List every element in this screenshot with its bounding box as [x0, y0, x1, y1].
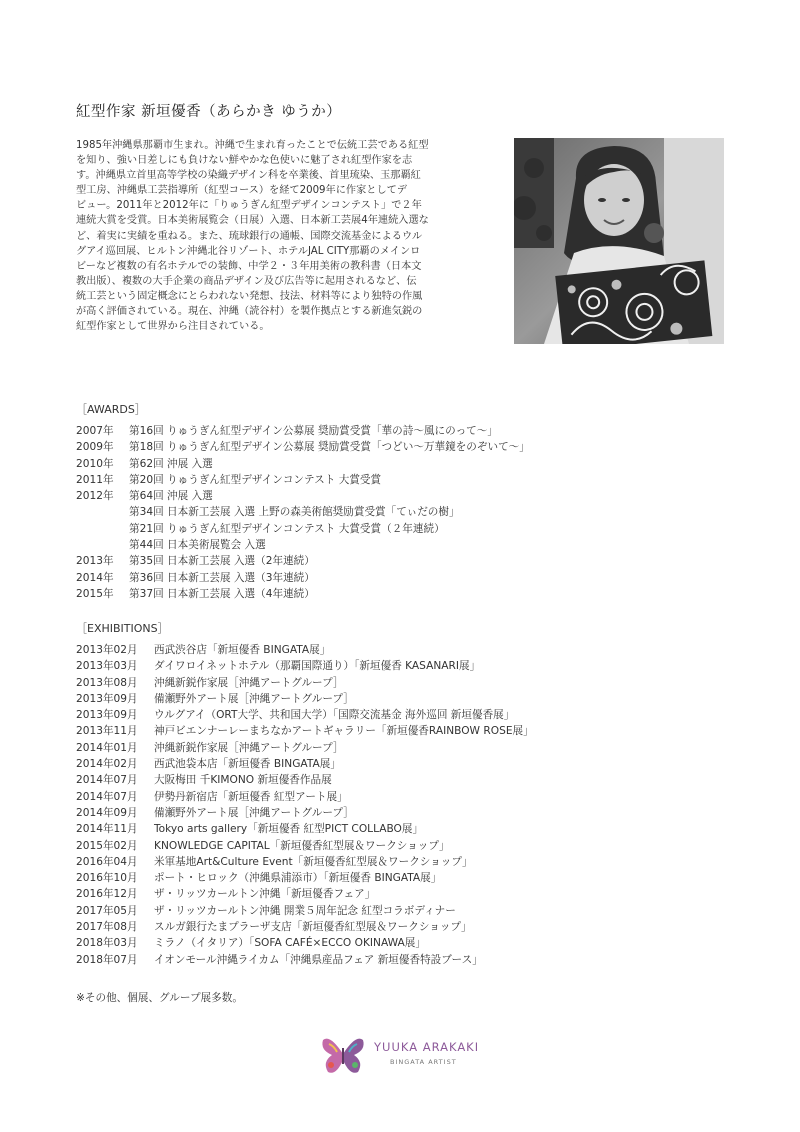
bio-line: ビーなど複数の有名ホテルでの装飾、中学２・３年用美術の教科書（日本文 — [76, 260, 422, 272]
exhibition-item — [76, 886, 534, 902]
exhibition-text: 備瀬野外アート展［沖縄アートグループ］ — [154, 692, 354, 705]
exhibition-date: 2016年10月 — [76, 872, 138, 885]
exhibition-date: 2013年09月 — [76, 709, 138, 722]
exhibition-text: ミラノ（イタリア）「SOFA CAFÉ×ECCO OKINAWA展」 — [154, 937, 426, 950]
exhibition-text: 沖縄新鋭作家展［沖縄アートグループ］ — [154, 676, 344, 689]
award-text: 第62回 沖展 入選 — [129, 457, 213, 470]
exhibition-text: 米軍基地Art&Culture Event「新垣優香紅型展＆ワークショップ」 — [154, 855, 473, 868]
award-item — [76, 488, 530, 504]
exhibition-date: 2016年04月 — [76, 855, 138, 868]
exhibition-text: 西武渋谷店「新垣優香 BINGATA展」 — [154, 644, 331, 656]
award-item — [76, 570, 530, 586]
bio-line: す。沖縄県立首里高等学校の染織デザイン科を卒業後、首里琉染、玉那覇紅 — [76, 170, 421, 182]
bio-line: 1985年沖縄県那覇市生まれ。沖縄で生まれ育ったことで伝統工芸である紅型 — [76, 140, 429, 151]
award-text: 第64回 沖展 入選 — [129, 490, 213, 503]
biography — [76, 138, 476, 334]
brand-name: YUUKA ARAKAKI — [374, 1040, 480, 1054]
exhibition-date: 2017年05月 — [76, 904, 138, 917]
exhibition-date: 2018年03月 — [76, 937, 138, 950]
bio-line: を知り、強い日差しにも負けない鮮やかな色使いに魅了され紅型作家を志 — [76, 155, 413, 167]
exhibition-date: 2013年11月 — [76, 725, 138, 738]
exhibition-text: イオンモール沖縄ライカム「沖縄県産品フェア 新垣優香特設ブース」 — [154, 953, 483, 966]
exhibition-item — [76, 772, 534, 788]
award-item — [76, 472, 530, 488]
exhibition-text: 西武池袋本店「新垣優香 BINGATA展」 — [154, 758, 341, 771]
award-year: 2013年 — [76, 555, 114, 568]
exhibition-text: ウルグアイ（ORT大学、共和国大学）「国際交流基金 海外巡回 新垣優香展」 — [154, 709, 515, 722]
award-item — [76, 521, 530, 537]
exhibition-date: 2016年12月 — [76, 888, 138, 901]
exhibition-item — [76, 838, 534, 854]
exhibition-item — [76, 691, 534, 707]
exhibition-item — [76, 919, 534, 935]
exhibition-date: 2014年07月 — [76, 790, 138, 803]
butterfly-icon — [320, 1032, 366, 1078]
exhibition-text: KNOWLEDGE CAPITAL「新垣優香紅型展＆ワークショップ」 — [154, 839, 450, 852]
bio-line: グアイ巡回展、ヒルトン沖縄北谷リゾート、ホテルJAL CITY那覇のメインロ — [76, 245, 421, 257]
bio-line: が高く評価されている。現在、沖縄（読谷村）を製作拠点とする新進気鋭の — [76, 306, 423, 318]
award-text: 第35回 日本新工芸展 入選（2年連続） — [129, 555, 315, 568]
award-item — [76, 504, 530, 520]
award-item — [76, 456, 530, 472]
award-year: 2011年 — [76, 473, 114, 486]
award-item — [76, 439, 530, 455]
exhibition-text: Tokyo arts gallery「新垣優香 紅型PICT COLLABO展」 — [154, 823, 424, 836]
award-item — [76, 553, 530, 569]
exhibition-text: ザ・リッツカールトン沖縄「新垣優香フェア」 — [154, 888, 376, 901]
exhibition-date: 2013年03月 — [76, 660, 138, 673]
award-item — [76, 537, 530, 553]
exhibition-date: 2017年08月 — [76, 921, 138, 934]
exhibition-item — [76, 870, 534, 886]
award-text: 第20回 りゅうぎん紅型デザインコンテスト 大賞受賞 — [129, 473, 382, 486]
award-text: 第44回 日本美術展覧会 入選 — [129, 539, 266, 552]
artist-portrait — [514, 138, 724, 344]
exhibition-date: 2013年08月 — [76, 676, 138, 689]
exhibition-item — [76, 903, 534, 919]
bio-line: 連続大賞を受賞。日本美術展覧会（日展）入選、日本新工芸展4年連続入選な — [76, 215, 429, 227]
bio-line: ビュー。2011年と2012年に「りゅうぎん紅型デザインコンテスト」で２年 — [76, 200, 422, 212]
exhibition-item — [76, 756, 534, 772]
exhibition-item — [76, 723, 534, 739]
bio-line: 紅型作家として世界から注目されている。 — [76, 321, 270, 333]
award-item — [76, 586, 530, 602]
award-item — [76, 423, 530, 439]
exhibition-item — [76, 789, 534, 805]
award-year: 2010年 — [76, 457, 114, 470]
exhibitions-list — [76, 642, 534, 968]
exhibition-item — [76, 952, 534, 968]
exhibition-date: 2014年11月 — [76, 823, 138, 836]
page-title: 紅型作家 新垣優香（あらかき ゆうか） — [76, 104, 342, 120]
exhibition-date: 2014年02月 — [76, 758, 138, 771]
exhibition-date: 2014年09月 — [76, 806, 138, 819]
exhibition-item — [76, 707, 534, 723]
exhibitions-heading: ［EXHIBITIONS］ — [76, 622, 169, 635]
exhibition-text: 沖縄新鋭作家展［沖縄アートグループ］ — [154, 741, 344, 754]
award-year: 2012年 — [76, 490, 114, 503]
exhibition-date: 2014年07月 — [76, 774, 138, 787]
exhibition-item — [76, 821, 534, 837]
exhibition-item — [76, 935, 534, 951]
brand-subtitle: BINGATA ARTIST — [390, 1058, 457, 1066]
awards-list — [76, 423, 530, 602]
exhibition-text: ポート・ヒロック（沖縄県浦添市）「新垣優香 BINGATA展」 — [154, 872, 442, 885]
exhibition-text: ザ・リッツカールトン沖縄 開業５周年記念 紅型コラボディナー — [154, 904, 456, 917]
award-text: 第18回 りゅうぎん紅型デザイン公募展 奨励賞受賞「つどい〜万華鏡をのぞいて〜」 — [129, 441, 530, 454]
brand-logo — [318, 1030, 518, 1080]
exhibition-item — [76, 658, 534, 674]
bio-line: ど、着実に実績を重ねる。また、琉球銀行の通帳、国際交流基金によるウル — [76, 230, 423, 242]
award-text: 第16回 りゅうぎん紅型デザイン公募展 奨励賞受賞「華の詩〜風にのって〜」 — [129, 425, 498, 437]
exhibition-date: 2013年02月 — [76, 644, 138, 656]
exhibition-text: 備瀬野外アート展［沖縄アートグループ］ — [154, 806, 354, 819]
award-year: 2009年 — [76, 441, 114, 454]
exhibition-date: 2015年02月 — [76, 839, 138, 852]
exhibition-date: 2014年01月 — [76, 741, 138, 754]
exhibition-date: 2018年07月 — [76, 953, 138, 966]
exhibition-item — [76, 642, 534, 658]
exhibition-item — [76, 854, 534, 870]
exhibition-item — [76, 805, 534, 821]
award-year: 2007年 — [76, 425, 114, 437]
exhibition-text: 大阪梅田 千KIMONO 新垣優香作品展 — [154, 774, 332, 787]
bio-line: 教出版）、複数の大手企業の商品デザイン及び広告等に起用されるなど、伝 — [76, 275, 417, 287]
award-text: 第34回 日本新工芸展 入選 上野の森美術館奨励賞受賞「てぃだの樹」 — [129, 506, 460, 519]
exhibition-item — [76, 740, 534, 756]
award-text: 第37回 日本新工芸展 入選（4年連続） — [129, 587, 315, 600]
exhibition-item — [76, 675, 534, 691]
exhibition-date: 2013年09月 — [76, 692, 138, 705]
exhibition-text: スルガ銀行たまプラーザ支店「新垣優香紅型展＆ワークショップ」 — [154, 921, 472, 934]
bio-line: 型工房、沖縄県工芸指導所（紅型コース）を経て2009年に作家としてデ — [76, 185, 408, 197]
awards-heading: ［AWARDS］ — [76, 403, 146, 416]
footnote: ※その他、個展、グループ展多数。 — [76, 992, 243, 1004]
award-text: 第36回 日本新工芸展 入選（3年連続） — [129, 571, 315, 584]
exhibition-text: ダイワロイネットホテル（那覇国際通り）「新垣優香 KASANARI展」 — [154, 660, 481, 673]
award-text: 第21回 りゅうぎん紅型デザインコンテスト 大賞受賞（２年連続） — [129, 522, 445, 535]
award-year: 2014年 — [76, 571, 114, 584]
bio-line: 統工芸という固定概念にとらわれない発想、技法、材料等により独特の作風 — [76, 290, 423, 302]
award-year: 2015年 — [76, 587, 114, 600]
exhibition-text: 神戸ビエンナーレーまちなかアートギャラリー「新垣優香RAINBOW ROSE展」 — [154, 725, 534, 738]
exhibition-text: 伊勢丹新宿店「新垣優香 紅型アート展」 — [154, 790, 348, 803]
